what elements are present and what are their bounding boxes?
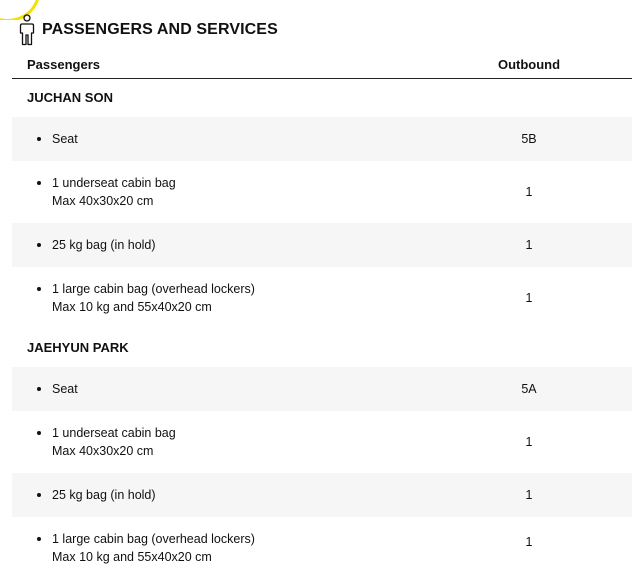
outbound-value: 1 [525, 185, 533, 199]
service-line-1: Seat [52, 132, 78, 146]
bullet-icon [37, 431, 41, 435]
section-title: PASSENGERS AND SERVICES [42, 21, 278, 38]
service-description [52, 424, 176, 460]
bullet-icon [37, 493, 41, 497]
table-row [12, 411, 632, 473]
service-description [52, 380, 78, 398]
table-row [12, 117, 632, 161]
service-line-2: Max 40x30x20 cm [52, 194, 154, 208]
service-description [52, 530, 255, 566]
passenger-name: JAEHYUN PARK [27, 340, 129, 355]
bullet-icon [37, 181, 41, 185]
passengers-services-table [12, 54, 632, 567]
service-description [52, 174, 176, 210]
table-row [12, 473, 632, 517]
column-header-passengers: Passengers [27, 57, 100, 72]
service-line-1: 25 kg bag (in hold) [52, 238, 156, 252]
service-description [52, 130, 78, 148]
outbound-value: 1 [525, 435, 533, 449]
table-row [12, 367, 632, 411]
service-line-1: Seat [52, 382, 78, 396]
outbound-value: 5B [521, 132, 537, 146]
column-header-outbound: Outbound [497, 57, 561, 72]
bullet-icon [37, 387, 41, 391]
passenger-name: JUCHAN SON [27, 90, 113, 105]
table-row [12, 161, 632, 223]
table-row [12, 517, 632, 567]
outbound-value: 1 [525, 291, 533, 305]
outbound-value: 1 [525, 238, 533, 252]
service-line-2: Max 40x30x20 cm [52, 444, 154, 458]
table-row [12, 267, 632, 329]
service-line-1: 1 underseat cabin bag [52, 426, 176, 440]
outbound-value: 5A [521, 382, 537, 396]
service-description [52, 236, 156, 254]
service-line-2: Max 10 kg and 55x40x20 cm [52, 550, 212, 564]
bullet-icon [37, 243, 41, 247]
service-line-2: Max 10 kg and 55x40x20 cm [52, 300, 212, 314]
section-header [18, 14, 278, 46]
service-line-1: 1 large cabin bag (overhead lockers) [52, 532, 255, 546]
bullet-icon [37, 137, 41, 141]
table-row [12, 223, 632, 267]
service-line-1: 1 large cabin bag (overhead lockers) [52, 282, 255, 296]
person-icon [18, 14, 36, 46]
bullet-icon [37, 537, 41, 541]
table-header [12, 54, 632, 79]
outbound-value: 1 [525, 535, 533, 549]
bullet-icon [37, 287, 41, 291]
service-line-1: 1 underseat cabin bag [52, 176, 176, 190]
service-description [52, 280, 255, 316]
outbound-value: 1 [525, 488, 533, 502]
service-line-1: 25 kg bag (in hold) [52, 488, 156, 502]
service-description [52, 486, 156, 504]
